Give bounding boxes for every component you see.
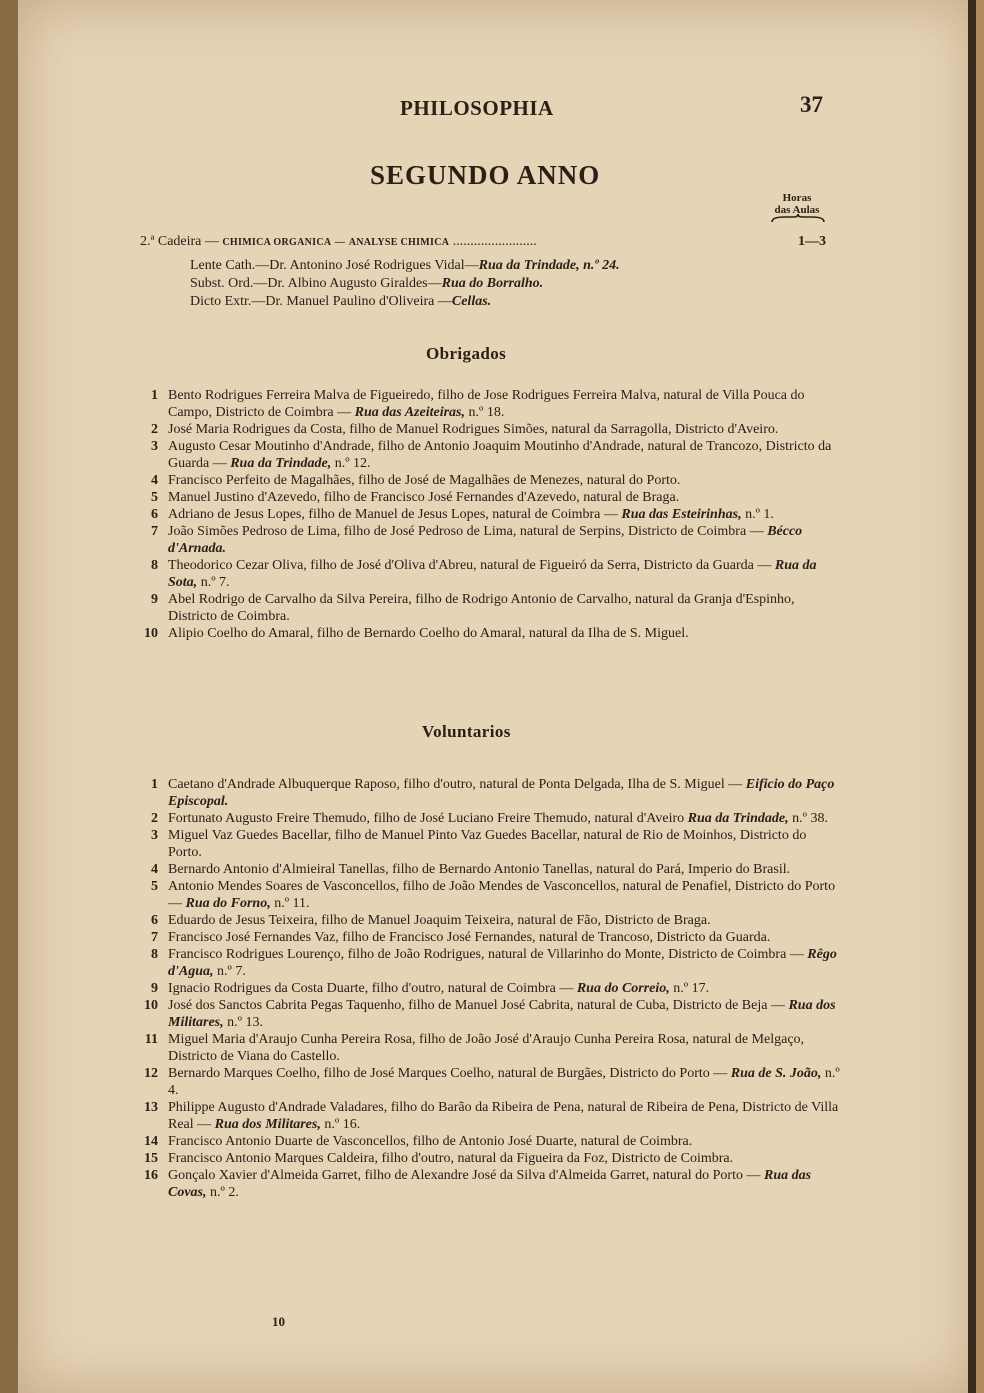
staff-line bbox=[190, 258, 620, 274]
entry-number-suffix: n.º 18. bbox=[468, 405, 505, 420]
entry-number: 11 bbox=[144, 1032, 158, 1047]
entry-text: Abel Rodrigo de Carvalho da Silva Pereira, filho de Rodrigo Antonio de Carvalho, natural da Granja d'Espinho, Districto de Coimbra. bbox=[168, 592, 795, 624]
entry-number: 16 bbox=[144, 1168, 158, 1183]
entry-number: 10 bbox=[144, 626, 158, 641]
entry-address: Rua do Forno, bbox=[185, 896, 271, 911]
entry-address: Rua dos Militares, bbox=[168, 998, 836, 1030]
entry-address: Rua do Correio, bbox=[576, 981, 670, 996]
list-item bbox=[136, 591, 842, 625]
list-item bbox=[136, 946, 842, 980]
staff-line bbox=[190, 276, 543, 292]
entry-number: 4 bbox=[151, 862, 158, 877]
entry-number: 1 bbox=[151, 388, 158, 403]
entry-text: Bernardo Marques Coelho, filho de José Marques Coelho, natural de Burgães, Districto do Porto — bbox=[168, 1066, 728, 1081]
entry-text: Eduardo de Jesus Teixeira, filho de Manuel Joaquim Teixeira, natural de Fão, Districto de Braga. bbox=[168, 913, 711, 928]
entry-text: Francisco Rodrigues Lourenço, filho de João Rodrigues, natural de Villarinho do Monte, Districto de Coimbra — bbox=[168, 947, 804, 962]
list-item bbox=[136, 421, 842, 438]
entry-text: Augusto Cesar Moutinho d'Andrade, filho de Antonio Joaquim Moutinho d'Andrade, natural de Trancozo, Districto da Guarda — bbox=[168, 439, 832, 471]
entry-text: Francisco Perfeito de Magalhães, filho de José de Magalhães de Menezes, natural do Porto. bbox=[168, 473, 681, 488]
entry-number: 6 bbox=[151, 507, 158, 522]
list-item bbox=[136, 980, 842, 997]
entry-address: Rua de S. João, bbox=[730, 1066, 822, 1081]
entry-text: Philippe Augusto d'Andrade Valadares, filho do Barão da Ribeira de Pena, natural de Ribeira de Pena, Districto de Villa Real — bbox=[168, 1100, 839, 1132]
list-item bbox=[136, 776, 842, 810]
entry-number: 5 bbox=[151, 879, 158, 894]
entry-number: 15 bbox=[144, 1151, 158, 1166]
page-number: 37 bbox=[800, 92, 823, 117]
entry-text: Manuel Justino d'Azevedo, filho de Francisco José Fernandes d'Azevedo, natural de Braga. bbox=[168, 490, 680, 505]
entry-address: Rua das Covas, bbox=[168, 1168, 812, 1200]
entry-text: José Maria Rodrigues da Costa, filho de Manuel Rodrigues Simões, natural da Sarragolla, Districto d'Aveiro. bbox=[168, 422, 779, 437]
course-prefix: 2.ª Cadeira — bbox=[140, 234, 219, 249]
entry-number-suffix: n.º 12. bbox=[334, 456, 371, 471]
obrigados-list bbox=[136, 387, 842, 642]
list-item bbox=[136, 1031, 842, 1065]
entry-number-suffix: n.º 16. bbox=[324, 1117, 361, 1132]
entry-number: 3 bbox=[151, 828, 158, 843]
entry-text: Alipio Coelho do Amaral, filho de Bernardo Coelho do Amaral, natural da Ilha de S. Miguel. bbox=[168, 626, 689, 641]
entry-number: 12 bbox=[144, 1066, 158, 1081]
staff-text: Lente Cath.—Dr. Antonino José Rodrigues Vidal— bbox=[190, 258, 479, 273]
entry-number: 9 bbox=[151, 592, 158, 607]
entry-address: Rua da Sota, bbox=[168, 558, 817, 590]
obrigados-heading: Obrigados bbox=[426, 344, 507, 363]
list-item bbox=[136, 929, 842, 946]
brace-decoration bbox=[770, 214, 826, 224]
course-separator: — bbox=[334, 237, 346, 248]
course-subject-2: ANALYSE CHIMICA bbox=[348, 237, 450, 248]
entry-number-suffix: n.º 13. bbox=[227, 1015, 263, 1030]
entry-number-suffix: n.º 7. bbox=[217, 964, 246, 979]
hours-column-header bbox=[764, 192, 830, 216]
entry-text: Francisco Antonio Duarte de Vasconcellos, filho de Antonio José Duarte, natural de Coimbra. bbox=[168, 1134, 693, 1149]
entry-number: 8 bbox=[151, 558, 158, 573]
entry-text: Theodorico Cezar Oliva, filho de José d'Oliva d'Abreu, natural de Figueiró da Serra, Districto da Guarda — bbox=[168, 558, 772, 573]
list-item bbox=[136, 1133, 842, 1150]
entry-address: Bécco d'Arnada. bbox=[168, 524, 803, 556]
list-item bbox=[136, 810, 842, 827]
entry-text: João Simões Pedroso de Lima, filho de José Pedroso de Lima, natural de Serpins, Districto de Coimbra — bbox=[168, 524, 764, 539]
entry-address: Eificio do Paço Episcopal. bbox=[168, 777, 835, 809]
list-item bbox=[136, 387, 842, 421]
page-edge bbox=[968, 0, 976, 1393]
entry-text: Adriano de Jesus Lopes, filho de Manuel de Jesus Lopes, natural de Coimbra — bbox=[168, 507, 618, 522]
entry-address: Rua das Esteirinhas, bbox=[621, 507, 742, 522]
entry-number: 2 bbox=[151, 422, 158, 437]
signature-mark: 10 bbox=[272, 1314, 285, 1329]
course-leader-dots: ........................ bbox=[452, 234, 537, 249]
voluntarios-heading: Voluntarios bbox=[422, 722, 511, 741]
list-item bbox=[136, 1099, 842, 1133]
entry-number: 7 bbox=[151, 524, 158, 539]
course-hours: 1—3 bbox=[798, 234, 826, 249]
list-item bbox=[136, 1150, 842, 1167]
section-title: SEGUNDO ANNO bbox=[370, 160, 601, 190]
list-item bbox=[136, 472, 842, 489]
hours-header-line2: das Aulas bbox=[774, 204, 820, 216]
entry-number: 9 bbox=[151, 981, 158, 996]
list-item bbox=[136, 861, 842, 878]
staff-line bbox=[190, 294, 491, 310]
entry-number: 5 bbox=[151, 490, 158, 505]
staff-address: Cellas. bbox=[451, 294, 492, 309]
entry-text: Bento Rodrigues Ferreira Malva de Figueiredo, filho de Jose Rodrigues Ferreira Malva, natural de Villa Pouca do Campo, Districto de Coimbra — bbox=[168, 388, 805, 420]
list-item bbox=[136, 506, 842, 523]
entry-number-suffix: n.º 17. bbox=[673, 981, 710, 996]
entry-number: 4 bbox=[151, 473, 158, 488]
hours-header-line1: Horas bbox=[782, 192, 812, 204]
entry-text: Antonio Mendes Soares de Vasconcellos, filho de João Mendes de Vasconcellos, natural de Penafiel, Districto do Porto — bbox=[168, 879, 836, 911]
entry-address: Rua das Azeiteiras, bbox=[354, 405, 465, 420]
book-spine bbox=[0, 0, 18, 1393]
entry-text: Francisco Antonio Marques Caldeira, filho d'outro, natural da Figueira da Foz, Districto de Coimbra. bbox=[168, 1151, 734, 1166]
entry-number: 13 bbox=[144, 1100, 158, 1115]
entry-number: 2 bbox=[151, 811, 158, 826]
entry-address: Rua da Trindade, bbox=[687, 811, 789, 826]
entry-address: Rua dos Militares, bbox=[214, 1117, 321, 1132]
list-item bbox=[136, 1167, 842, 1201]
entry-number: 7 bbox=[151, 930, 158, 945]
list-item bbox=[136, 557, 842, 591]
list-item bbox=[136, 438, 842, 472]
entry-text: Bernardo Antonio d'Almieiral Tanellas, filho de Bernardo Antonio Tanellas, natural do Pará, Imperio do Brasil. bbox=[168, 862, 791, 877]
document-page bbox=[18, 0, 976, 1393]
course-line bbox=[140, 234, 840, 250]
entry-number-suffix: n.º 38. bbox=[792, 811, 828, 826]
staff-text: Subst. Ord.—Dr. Albino Augusto Giraldes— bbox=[190, 276, 442, 291]
entry-text: Caetano d'Andrade Albuquerque Raposo, filho d'outro, natural de Ponta Delgada, Ilha de S. Miguel — bbox=[168, 777, 743, 792]
entry-text: Gonçalo Xavier d'Almeida Garret, filho de Alexandre José da Silva d'Almeida Garret, natural do Porto — bbox=[168, 1168, 761, 1183]
staff-address: Rua do Borralho. bbox=[441, 276, 544, 291]
entry-number: 10 bbox=[144, 998, 158, 1013]
list-item bbox=[136, 625, 842, 642]
entry-number-suffix: n.º 11. bbox=[274, 896, 310, 911]
list-item bbox=[136, 912, 842, 929]
list-item bbox=[136, 878, 842, 912]
running-title: PHILOSOPHIA bbox=[400, 96, 554, 120]
entry-number: 1 bbox=[151, 777, 158, 792]
entry-text: José dos Sanctos Cabrita Pegas Taquenho, filho de Manuel José Cabrita, natural de Cuba, Districto de Beja — bbox=[168, 998, 785, 1013]
list-item bbox=[136, 523, 842, 557]
entry-text: Francisco José Fernandes Vaz, filho de Francisco José Fernandes, natural de Trancoso, Districto da Guarda. bbox=[168, 930, 771, 945]
entry-number: 8 bbox=[151, 947, 158, 962]
entry-text: Fortunato Augusto Freire Themudo, filho de José Luciano Freire Themudo, natural d'Aveiro bbox=[168, 811, 685, 826]
entry-address: Rua da Trindade, bbox=[230, 456, 332, 471]
voluntarios-list bbox=[136, 776, 842, 1201]
list-item bbox=[136, 997, 842, 1031]
staff-text: Dicto Extr.—Dr. Manuel Paulino d'Oliveira — bbox=[190, 294, 452, 309]
list-item bbox=[136, 827, 842, 861]
entry-number: 14 bbox=[144, 1134, 158, 1149]
entry-text: Miguel Maria d'Araujo Cunha Pereira Rosa, filho de João José d'Araujo Cunha Pereira Rosa, natural de Melgaço, Districto de Viana do Castello. bbox=[168, 1032, 805, 1064]
entry-address: Rêgo d'Agua, bbox=[168, 947, 837, 979]
entry-number-suffix: n.º 4. bbox=[168, 1066, 840, 1098]
entry-number-suffix: n.º 7. bbox=[200, 575, 230, 590]
entry-number: 6 bbox=[151, 913, 158, 928]
staff-address: Rua da Trindade, n.º 24. bbox=[478, 258, 620, 273]
entry-text: Miguel Vaz Guedes Bacellar, filho de Manuel Pinto Vaz Guedes Bacellar, natural de Rio de Moinhos, Districto do Porto. bbox=[168, 828, 807, 860]
entry-text: Ignacio Rodrigues da Costa Duarte, filho d'outro, natural de Coimbra — bbox=[168, 981, 574, 996]
list-item bbox=[136, 1065, 842, 1099]
entry-number: 3 bbox=[151, 439, 158, 454]
entry-number-suffix: n.º 1. bbox=[745, 507, 774, 522]
list-item bbox=[136, 489, 842, 506]
entry-number-suffix: n.º 2. bbox=[210, 1185, 239, 1200]
course-subject-1: CHIMICA ORGANICA bbox=[222, 237, 332, 248]
